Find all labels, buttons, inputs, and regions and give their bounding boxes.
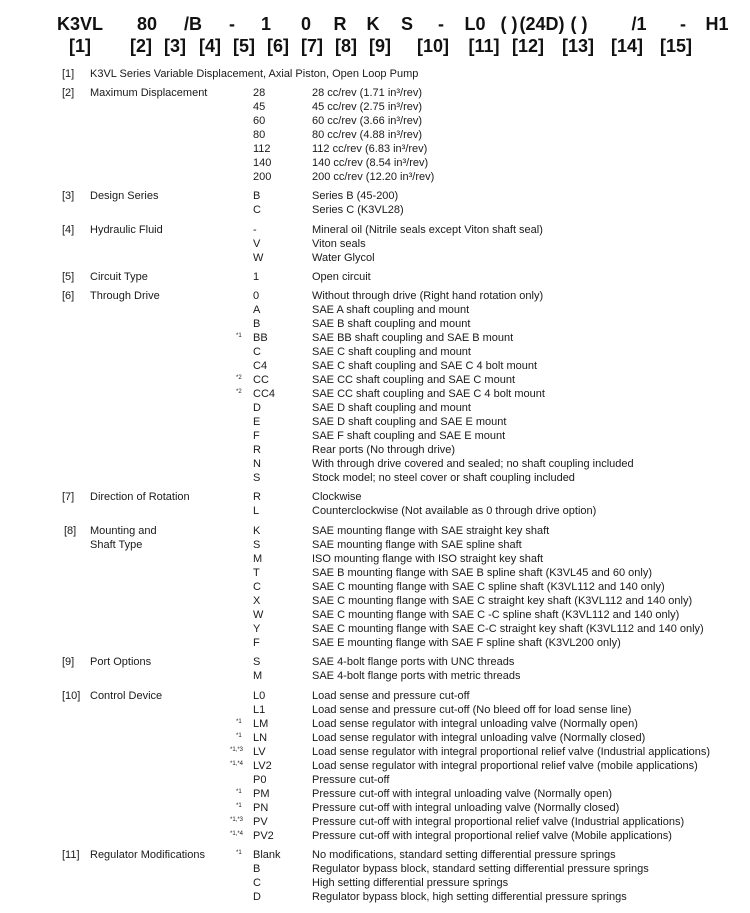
option-description: Load sense regulator with integral unloading valve (Normally closed) [312, 732, 646, 744]
section-number: [10] [62, 690, 81, 702]
option-code: P0 [253, 774, 267, 786]
option-description: Regulator bypass block, standard setting differential pressure springs [312, 863, 649, 875]
section-number: [5] [62, 271, 75, 283]
option-code: C [253, 346, 261, 358]
option-description: SAE C shaft coupling and SAE C 4 bolt mount [312, 360, 538, 372]
option-code: 200 [253, 171, 272, 183]
model-code-segment: 80 [136, 14, 158, 34]
option-code: PN [253, 802, 269, 814]
footnote-marker: *1 [236, 733, 242, 739]
option-description: With through drive covered and sealed; no shaft coupling included [312, 458, 634, 470]
option-description: Stock model; no steel cover or shaft coupling included [312, 472, 575, 484]
position-number: [6] [267, 36, 289, 56]
option-description: ISO mounting flange with ISO straight key shaft [312, 553, 544, 565]
section-name: Maximum Displacement [90, 87, 208, 99]
section-name: Port Options [90, 656, 152, 668]
model-code-segment: 0 [300, 14, 312, 34]
option-code: A [253, 304, 261, 316]
option-code: 1 [253, 271, 260, 283]
option-code: LM [253, 718, 269, 730]
option-code: PV2 [253, 830, 274, 842]
section-number: [4] [62, 224, 75, 236]
option-code: E [253, 416, 261, 428]
option-description: Clockwise [312, 491, 362, 503]
model-code-segment: - [229, 14, 235, 34]
option-code: X [253, 595, 261, 607]
option-description: Water Glycol [312, 252, 375, 264]
option-code: M [253, 553, 263, 565]
footnote-marker: *1 [236, 789, 242, 795]
option-description: SAE 4-bolt flange ports with UNC threads [312, 656, 515, 668]
option-code: L [253, 505, 260, 517]
section-number: [1] [62, 68, 75, 80]
option-description: Load sense and pressure cut-off (No bleed off for load sense line) [312, 704, 632, 716]
option-code: LV2 [253, 760, 272, 772]
option-description: Series C (K3VL28) [312, 204, 404, 216]
option-code: F [253, 637, 260, 649]
option-code: S [253, 539, 261, 551]
position-number: [10] [416, 36, 450, 56]
option-description: Pressure cut-off [312, 774, 390, 786]
option-code: 45 [253, 101, 266, 113]
option-description: SAE mounting flange with SAE spline shaft [312, 539, 522, 551]
option-code: B [253, 863, 261, 875]
option-description: SAE F shaft coupling and SAE E mount [312, 430, 506, 442]
option-description: 112 cc/rev (6.83 in³/rev) [312, 143, 428, 155]
option-description: Rear ports (No through drive) [312, 444, 456, 456]
option-description: 140 cc/rev (8.54 in³/rev) [312, 157, 429, 169]
section-name: Through Drive [90, 290, 160, 302]
option-code: F [253, 430, 260, 442]
option-description: High setting differential pressure springs [312, 877, 509, 889]
option-description: Pressure cut-off with integral proportional relief valve (Mobile applications) [312, 830, 672, 842]
footnote-marker: *1,*4 [230, 831, 244, 837]
section-number: [3] [62, 190, 75, 202]
option-code: PM [253, 788, 270, 800]
footnote-marker: *2 [236, 375, 242, 381]
option-code: 60 [253, 115, 266, 127]
option-description: 60 cc/rev (3.66 in³/rev) [312, 115, 423, 127]
section-number: [11] [62, 849, 80, 861]
model-code-segment: K [366, 14, 380, 34]
footnote-marker: *2 [236, 389, 242, 395]
option-description: Load sense and pressure cut-off [312, 690, 470, 702]
model-code-segment: H1 [705, 14, 729, 34]
model-code-segment: (24D) [519, 14, 565, 34]
option-description: Counterclockwise (Not available as 0 through drive option) [312, 505, 597, 517]
option-code: Blank [253, 849, 281, 861]
option-description: SAE CC shaft coupling and SAE C 4 bolt mount [312, 388, 545, 400]
option-description: SAE C shaft coupling and mount [312, 346, 471, 358]
footnote-marker: *1,*3 [230, 747, 244, 753]
option-description: SAE CC shaft coupling and SAE C mount [312, 374, 515, 386]
position-number: [9] [369, 36, 391, 56]
section-name: Design Series [90, 190, 159, 202]
option-description: Regulator bypass block, high setting differential pressure springs [312, 891, 627, 903]
option-code: BB [253, 332, 268, 344]
footnote-marker: *1 [236, 719, 242, 725]
section-name: Circuit Type [90, 271, 148, 283]
footnote-marker: *1 [236, 333, 242, 339]
option-description: SAE C mounting flange with SAE C straight key shaft (K3VL112 and 140 only) [312, 595, 693, 607]
option-description: SAE A shaft coupling and mount [312, 304, 470, 316]
section-name: K3VL Series Variable Displacement, Axial Piston, Open Loop Pump [90, 68, 419, 80]
option-description: SAE C mounting flange with SAE C -C spline shaft (K3VL112 and 140 only) [312, 609, 680, 621]
option-description: SAE B mounting flange with SAE B spline shaft (K3VL45 and 60 only) [312, 567, 652, 579]
option-description: Load sense regulator with integral unloading valve (Normally open) [312, 718, 638, 730]
option-description: SAE E mounting flange with SAE F spline shaft (K3VL200 only) [312, 637, 621, 649]
option-code: B [253, 190, 261, 202]
option-description: Mineral oil (Nitrile seals except Viton shaft seal) [312, 224, 543, 236]
option-code: LN [253, 732, 268, 744]
position-number: [8] [335, 36, 357, 56]
option-description: SAE mounting flange with SAE straight key shaft [312, 525, 550, 537]
section-name: Hydraulic Fluid [90, 224, 163, 236]
position-number: [1] [69, 36, 91, 56]
option-code: S [253, 472, 261, 484]
option-description: SAE D shaft coupling and mount [312, 402, 471, 414]
option-code: V [253, 238, 261, 250]
option-code: C [253, 204, 261, 216]
position-number: [13] [561, 36, 595, 56]
option-description: 28 cc/rev (1.71 in³/rev) [312, 87, 423, 99]
position-number: [14] [610, 36, 644, 56]
option-code: K [253, 525, 261, 537]
option-description: 200 cc/rev (12.20 in³/rev) [312, 171, 435, 183]
model-code-segment: /B [184, 14, 202, 34]
footnote-marker: *1 [236, 803, 242, 809]
position-number: [12] [511, 36, 545, 56]
option-code: C [253, 581, 261, 593]
model-code-segment: /1 [631, 14, 647, 34]
option-description: SAE D shaft coupling and SAE E mount [312, 416, 507, 428]
option-description: Without through drive (Right hand rotation only) [312, 290, 544, 302]
option-code: R [253, 444, 261, 456]
section-number: [2] [62, 87, 75, 99]
option-code: C4 [253, 360, 268, 372]
option-code: CC4 [253, 388, 276, 400]
option-description: Pressure cut-off with integral unloading valve (Normally closed) [312, 802, 620, 814]
option-code: 28 [253, 87, 266, 99]
position-number: [7] [301, 36, 323, 56]
option-code: S [253, 656, 261, 668]
model-code-segment: S [400, 14, 414, 34]
section-name: Shaft Type [90, 539, 143, 551]
option-code: - [253, 224, 257, 236]
option-code: N [253, 458, 261, 470]
footnote-marker: *1,*3 [230, 817, 244, 823]
position-number: [15] [659, 36, 693, 56]
option-code: L0 [253, 690, 266, 702]
position-number: [3] [164, 36, 186, 56]
option-description: 80 cc/rev (4.88 in³/rev) [312, 129, 423, 141]
section-number: [8] [64, 525, 77, 537]
option-description: 45 cc/rev (2.75 in³/rev) [312, 101, 423, 113]
option-code: B [253, 318, 261, 330]
option-description: Load sense regulator with integral proportional relief valve (Industrial applications) [312, 746, 711, 758]
option-description: SAE 4-bolt flange ports with metric threads [312, 670, 521, 682]
option-code: 140 [253, 157, 272, 169]
option-description: Series B (45-200) [312, 190, 399, 202]
position-number: [11] [468, 36, 500, 56]
model-code-segment: ( ) [570, 14, 588, 34]
option-description: Pressure cut-off with integral unloading valve (Normally open) [312, 788, 612, 800]
section-name: Control Device [90, 690, 163, 702]
option-description: Pressure cut-off with integral proportional relief valve (Industrial applications) [312, 816, 685, 828]
model-code-segment: K3VL [56, 14, 104, 34]
option-description: Viton seals [312, 238, 366, 250]
option-code: L1 [253, 704, 266, 716]
option-description: SAE B shaft coupling and mount [312, 318, 471, 330]
position-number: [2] [130, 36, 152, 56]
section-name: Mounting and [90, 525, 157, 537]
position-number: [4] [199, 36, 221, 56]
option-code: W [253, 609, 264, 621]
model-code-segment: - [438, 14, 444, 34]
model-code-segment: L0 [464, 14, 486, 34]
option-code: 112 [253, 143, 271, 155]
option-code: T [253, 567, 260, 579]
section-name: Direction of Rotation [90, 491, 190, 503]
section-number: [9] [62, 656, 75, 668]
option-code: D [253, 891, 261, 903]
option-description: SAE C mounting flange with SAE C-C straight key shaft (K3VL112 and 140 only) [312, 623, 704, 635]
option-code: 0 [253, 290, 260, 302]
option-code: 80 [253, 129, 266, 141]
section-number: [7] [62, 491, 75, 503]
footnote-marker: *1 [236, 850, 242, 856]
model-code-segment: ( ) [500, 14, 518, 34]
option-code: M [253, 670, 263, 682]
option-code: R [253, 491, 261, 503]
model-code-segment: 1 [260, 14, 272, 34]
option-description: SAE BB shaft coupling and SAE B mount [312, 332, 514, 344]
position-number: [5] [233, 36, 255, 56]
option-code: LV [253, 746, 266, 758]
option-description: Load sense regulator with integral proportional relief valve (mobile applications) [312, 760, 698, 772]
section-name: Regulator Modifications [90, 849, 205, 861]
footnote-marker: *1,*4 [230, 761, 244, 767]
model-code-segment: R [333, 14, 347, 34]
option-code: Y [253, 623, 261, 635]
model-code-segment: - [680, 14, 686, 34]
section-number: [6] [62, 290, 75, 302]
option-description: SAE C mounting flange with SAE C spline shaft (K3VL112 and 140 only) [312, 581, 665, 593]
option-description: Open circuit [312, 271, 371, 283]
option-code: PV [253, 816, 268, 828]
option-code: CC [253, 374, 269, 386]
option-description: No modifications, standard setting differential pressure springs [312, 849, 616, 861]
option-code: C [253, 877, 261, 889]
option-code: D [253, 402, 261, 414]
option-code: W [253, 252, 264, 264]
